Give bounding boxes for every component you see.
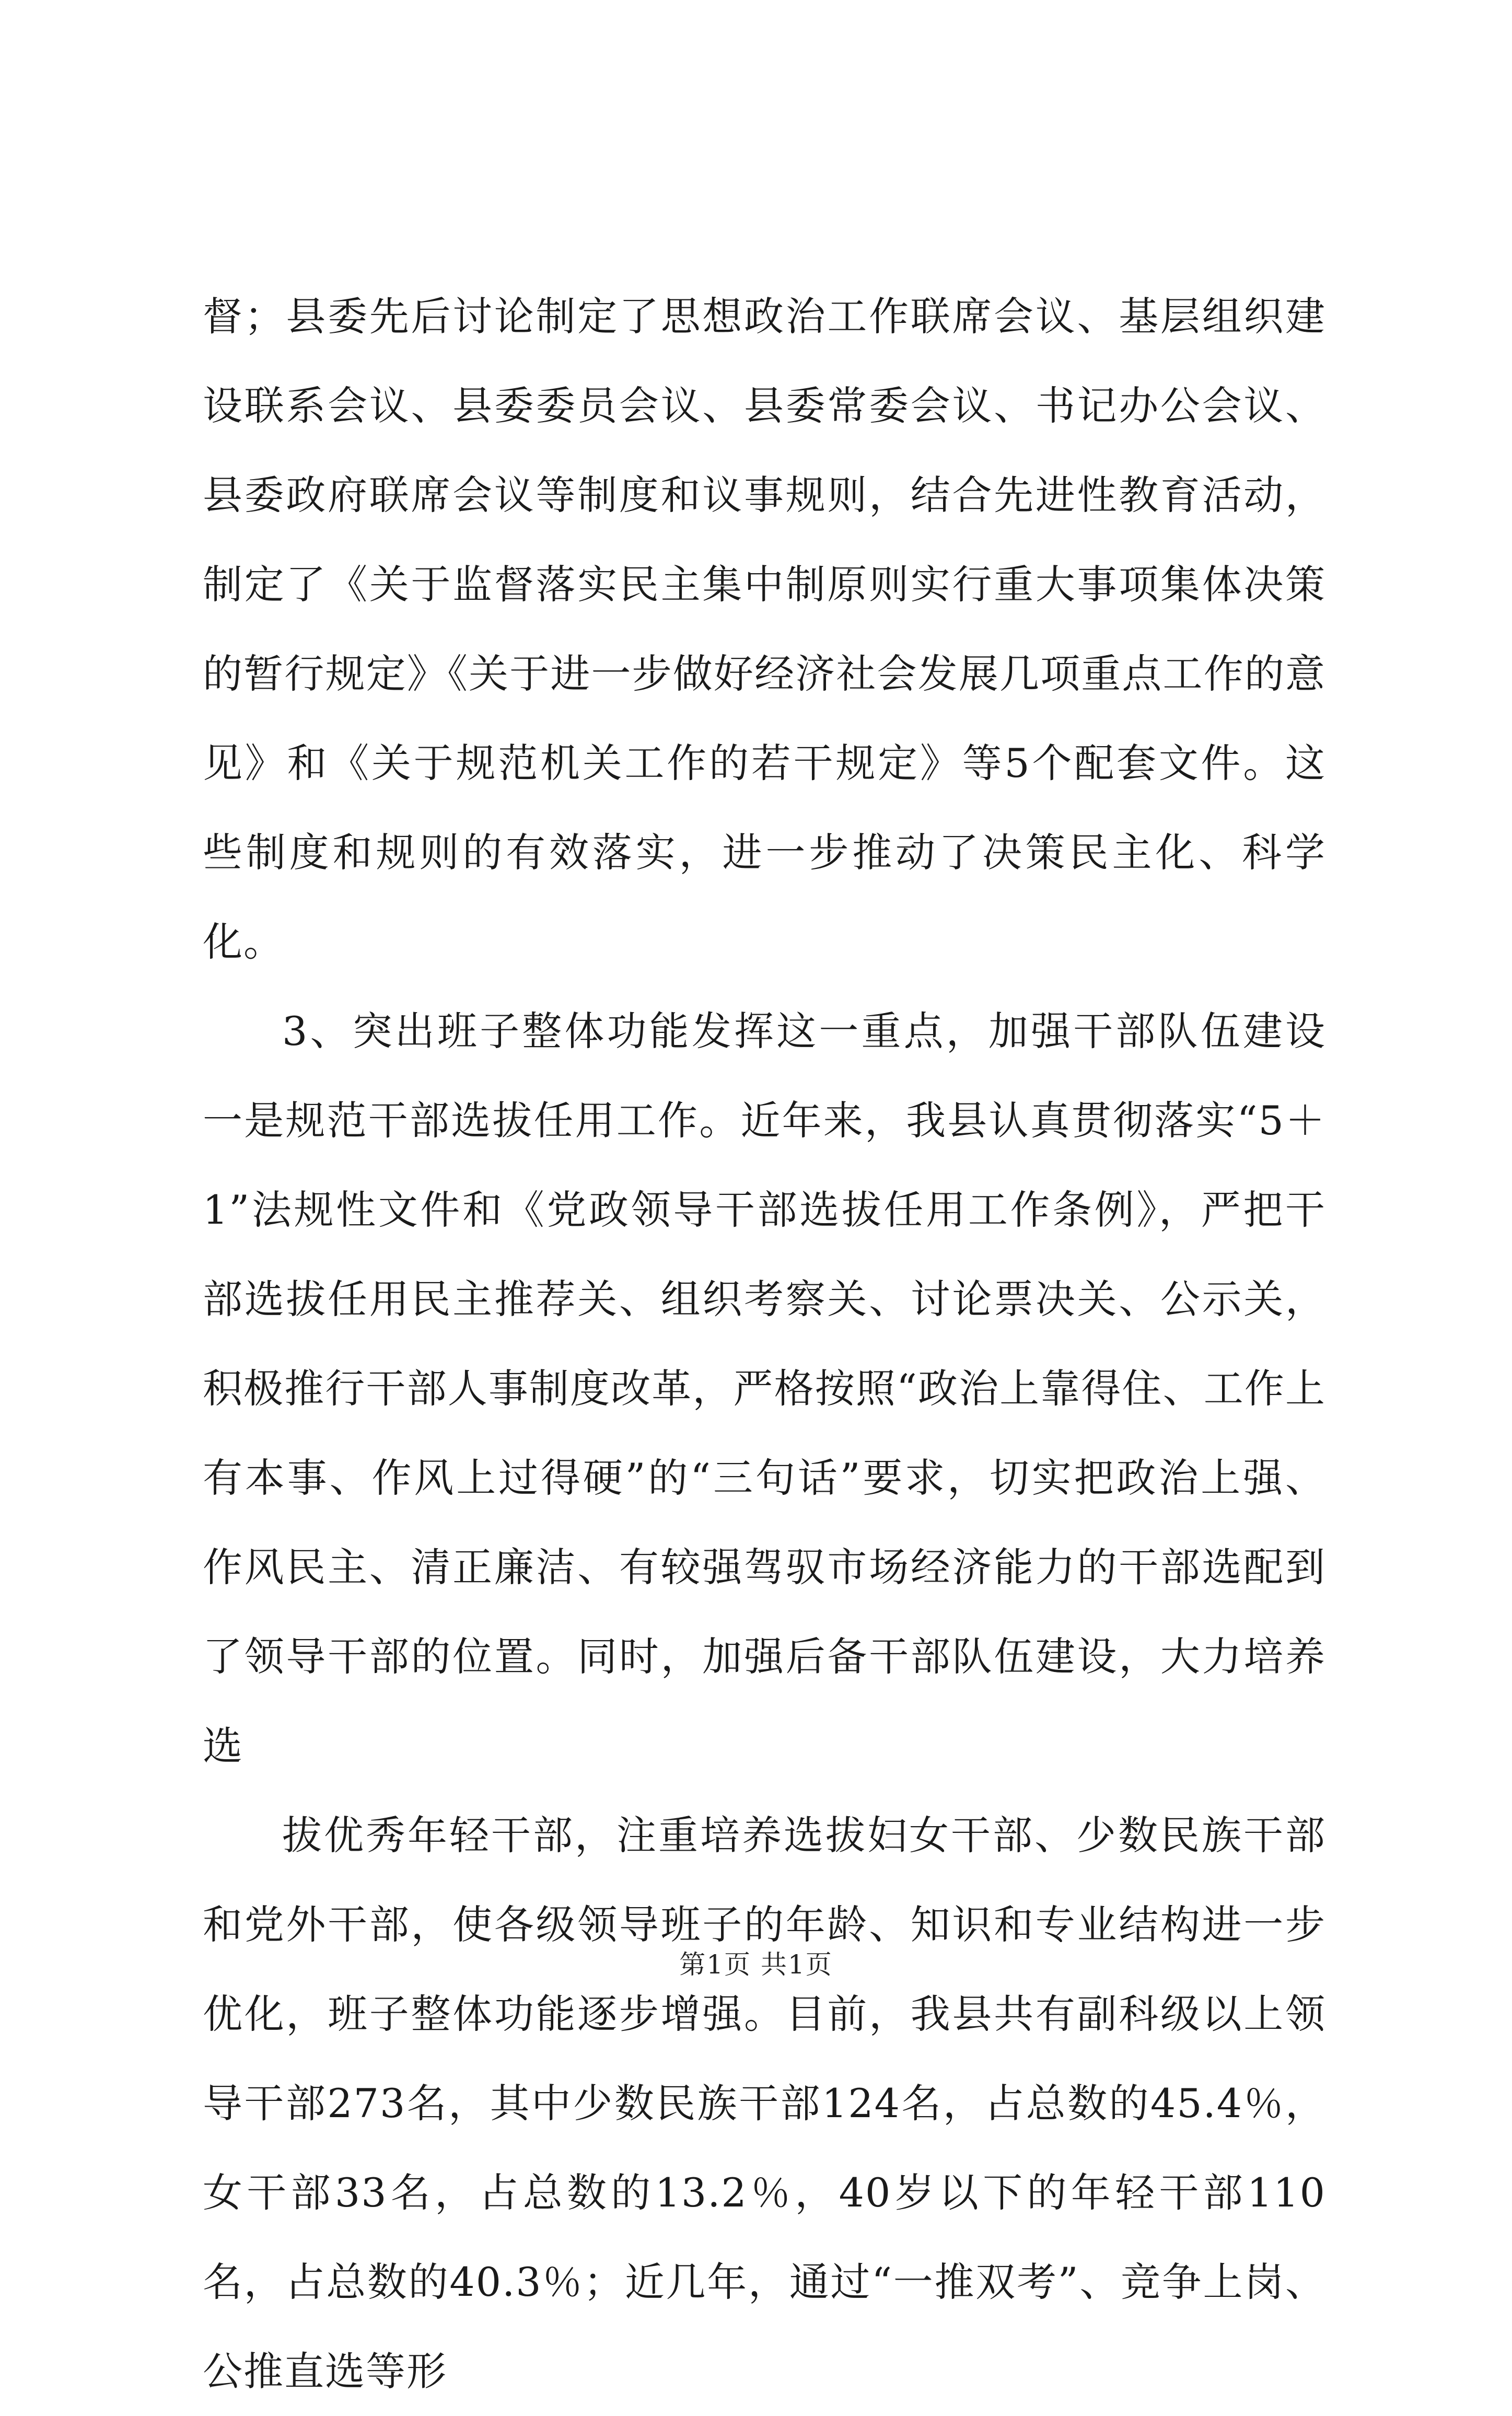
paragraph-3: 拔优秀年轻干部，注重培养选拔妇女干部、少数民族干部和党外干部，使各级领导班子的年龄、知识和专业结构进一步优化，班子整体功能逐步增强。目前，我县共有副科级以上领导干部273名，其中少数民族干部124名，占总数的45.4％，女干部33名，占总数的13.2％，40岁以下的年轻干部110名，占总数的40.3％；近几年，通过“一推双考”、竞争上岗、公推直选等形	[203, 1812, 1326, 2395]
document-body	[203, 272, 1326, 2416]
paragraph-2: 3、突出班子整体功能发挥这一重点，加强干部队伍建设一是规范干部选拔任用工作。近年来，我县认真贯彻落实“5＋1”法规性文件和《党政领导干部选拔任用工作条例》，严把干部选拔任用民主推荐关、组织考察关、讨论票决关、公示关，积极推行干部人事制度改革，严格按照“政治上靠得住、工作上有本事、作风上过得硬”的“三句话”要求，切实把政治上强、作风民主、清正廉洁、有较强驾驭市场经济能力的干部选配到了领导干部的位置。同时，加强后备干部队伍建设，大力培养选	[203, 1008, 1326, 1769]
page-footer: 第1页 共1页	[679, 1949, 833, 1980]
paragraph-1: 督；县委先后讨论制定了思想政治工作联席会议、基层组织建设联系会议、县委委员会议、县委常委会议、书记办公会议、县委政府联席会议等制度和议事规则，结合先进性教育活动，制定了《关于监督落实民主集中制原则实行重大事项集体决策的暂行规定》《关于进一步做好经济社会发展几项重点工作的意见》和《关于规范机关工作的若干规定》等5个配套文件。这些制度和规则的有效落实，进一步推动了决策民主化、科学化。	[203, 293, 1326, 965]
